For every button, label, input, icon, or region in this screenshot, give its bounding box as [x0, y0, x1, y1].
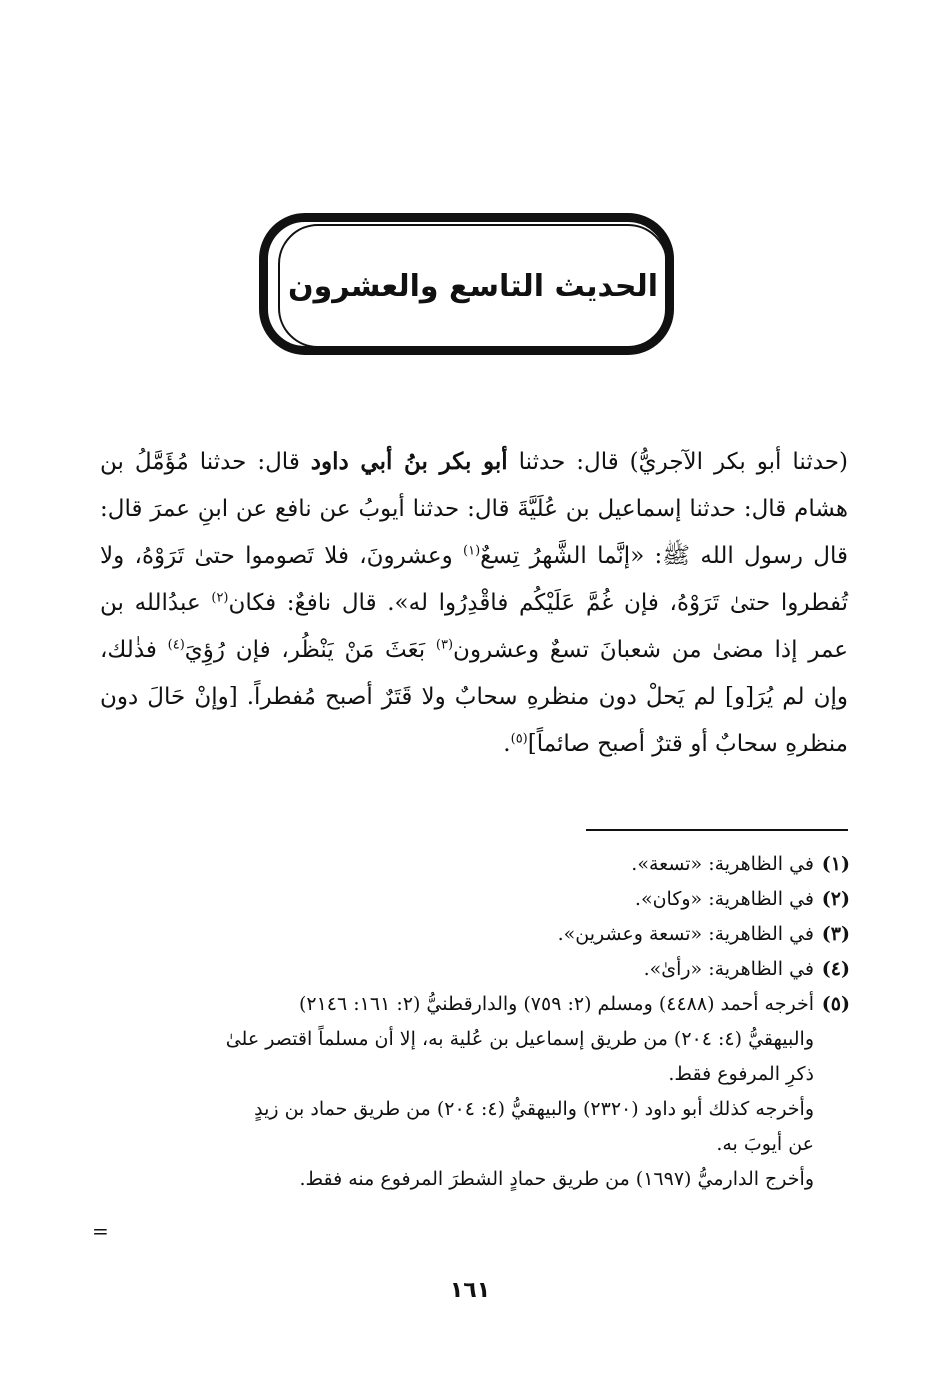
hadith-text-segment: بَعَثَ مَنْ يَنْظُر، فإن رُؤِيَ — [184, 637, 436, 663]
continuation-mark: = — [92, 1219, 109, 1243]
page-number: ١٦١ — [449, 1278, 491, 1303]
footnote-line: والبيهقيُّ (٤: ٢٠٤) من طريق إسماعيل بن عُلية به، إلا أن مسلماً اقتصر علىٰ — [225, 1028, 814, 1050]
hadith-text-segment: عبدُالله بن عمر إذا مضىٰ من شعبانَ تسعٌ وعشرون — [100, 590, 848, 663]
footnote-number: (٤) — [821, 958, 850, 980]
hadith-text-segment: وعشرونَ، فلا تَصوموا حتىٰ تَرَوْهُ، ولا تُفطروا حتىٰ تَرَوْهُ، فإن غُمَّ عَلَيْكُم فاقْدِرُوا له». قال نافعٌ: فكان — [100, 543, 848, 616]
hadith-text-segment: قال: حدثنا مُؤَمَّلُ بن هشام قال: حدثنا إسماعيل بن عُلَيَّةَ قال: حدثنا أيوبُ عن نافع عن ابنِ عمرَ قال: قال رسول الله ﷺ: «إنَّما الشَّهرُ تِسعٌ — [100, 449, 849, 569]
footnote — [95, 987, 850, 1197]
footnote — [95, 847, 850, 882]
hadith-text-segment: (حدثنا أبو بكر الآجريُّ) قال: حدثنا — [507, 449, 848, 475]
footnote-number: (٢) — [821, 888, 850, 910]
footnote-line: أخرجه أحمد (٤٤٨٨) ومسلم (٢: ٧٥٩) والدارقطنيُّ (٢: ١٦١: ٢١٤٦) — [298, 993, 814, 1015]
footnote-body — [95, 987, 814, 1197]
footnote-separator — [586, 829, 848, 831]
footnote-body — [95, 882, 814, 917]
hadith-text-segment: . — [503, 731, 511, 757]
footnote-line: في الظاهرية: «تسعة». — [631, 853, 814, 875]
footnote-line: عن أيوبَ به. — [716, 1133, 814, 1155]
footnote-line: وأخرج الدارميُّ (١٦٩٧) من طريق حمادٍ الشطرَ المرفوع منه فقط. — [299, 1168, 814, 1190]
footnote-line: وأخرجه كذلك أبو داود (٢٣٢٠) والبيهقيُّ (٤: ٢٠٤) من طريق حماد بن زيدٍ — [254, 1098, 814, 1120]
narrator-name: أبو بكر بنُ أبي داود — [310, 448, 508, 475]
footnote-body — [95, 952, 814, 987]
hadith-text-segment: فذٰلك، وإن لم يُرَ[و] لم يَحلْ دون منظرهِ سحابٌ ولا قَتَرٌ أصبح مُفطراً. [وإنْ حَالَ دون منظرهِ سحابٌ أو قترٌ أصبح صائماً] — [100, 637, 848, 757]
footnote-line: في الظاهرية: «تسعة وعشرين». — [557, 923, 814, 945]
footnote-body — [95, 917, 814, 952]
footnote-body — [95, 847, 814, 882]
footnote-line: في الظاهرية: «وكان». — [634, 888, 814, 910]
footnote-ref-3: (٣) — [435, 637, 454, 653]
footnote-number: (٥) — [821, 993, 850, 1015]
footnote-ref-2: (٢) — [211, 590, 229, 606]
footnote — [95, 952, 850, 987]
footnote-number: (١) — [821, 853, 850, 875]
footnote-ref-4: (٤) — [167, 637, 185, 653]
footnotes — [95, 847, 850, 1197]
footnote-line: ذكرِ المرفوع فقط. — [668, 1063, 814, 1085]
chapter-title: الحديث التاسع والعشرون — [287, 268, 659, 304]
footnote-ref-1: (١) — [463, 543, 481, 559]
footnote-line: في الظاهرية: «رأىٰ». — [643, 958, 814, 980]
footnote — [95, 917, 850, 952]
footnote-ref-5: (٥) — [510, 731, 528, 747]
footnote-number: (٣) — [821, 923, 850, 945]
hadith-text — [100, 438, 848, 768]
footnote — [95, 882, 850, 917]
